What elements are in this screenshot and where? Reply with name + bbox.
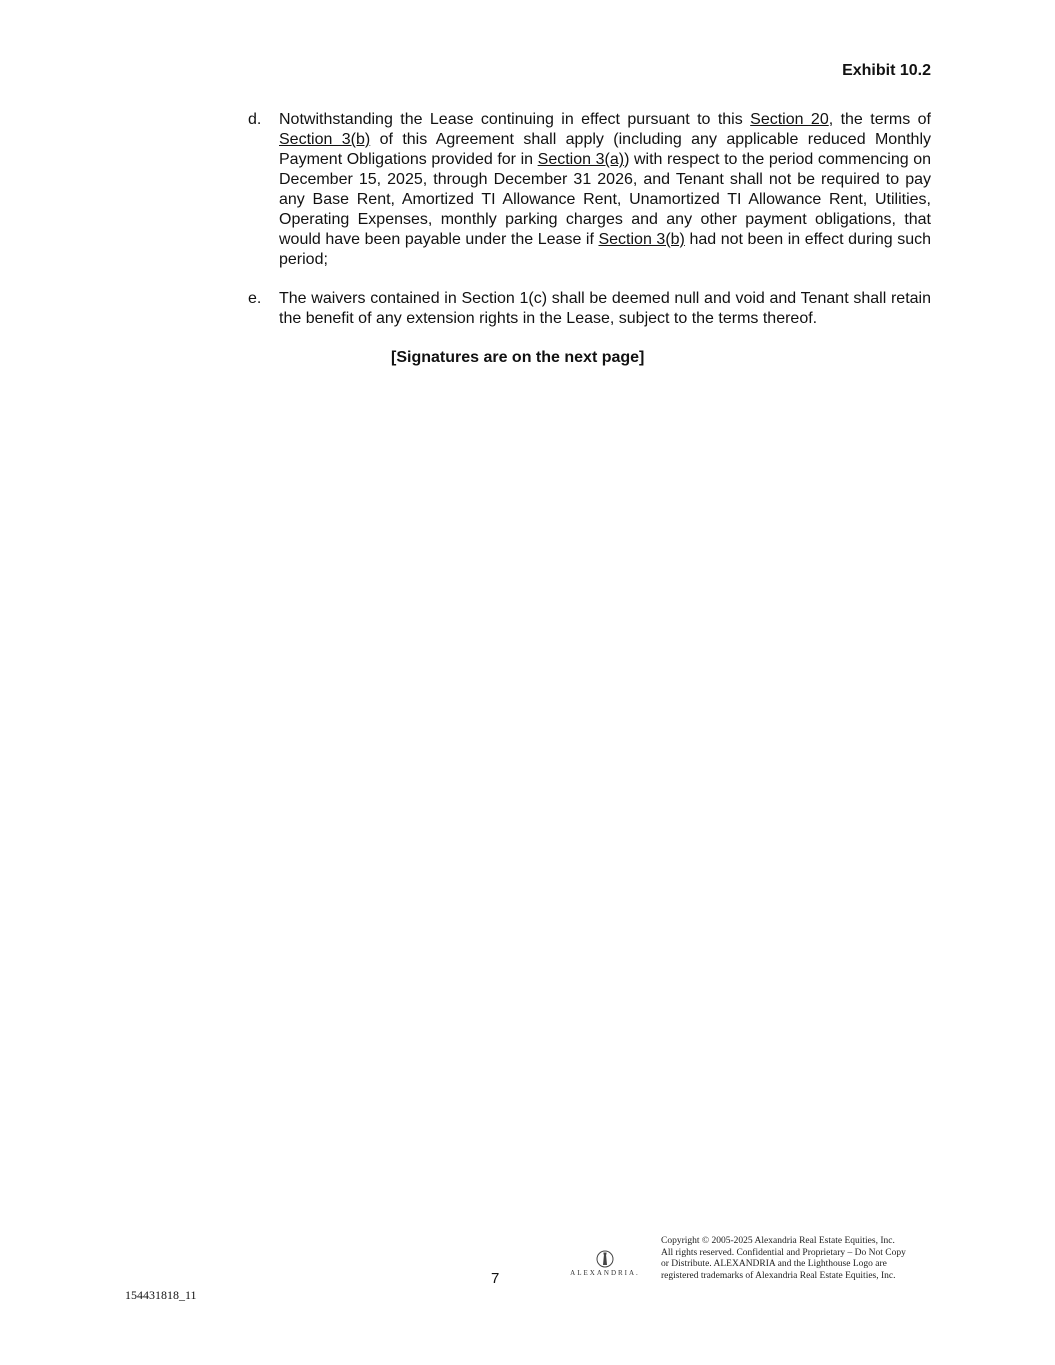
item-text: ) with respect to the period commencing on December 15, 2025, through December 31 2026, and Tenant shall not be required to pay any Base Rent, Amortized TI Allowance Rent, Unamortized TI Allowance Rent, Utilities, Operating Expenses, monthly parking charges and any other payment obligations, that would have been payable under the Lease if: [279, 151, 932, 248]
item-body: The waivers contained in Section 1(c) shall be deemed null and void and Tenant shall retain the benefit of any extension rights in the Lease, subject to the terms thereof.: [279, 290, 931, 327]
item-text: Notwithstanding the Lease continuing in effect pursuant to this: [279, 111, 751, 128]
logo-text: ALEXANDRIA.: [570, 1269, 640, 1277]
copyright-line: All rights reserved. Confidential and Proprietary – Do Not Copy: [661, 1247, 906, 1258]
alexandria-logo: [566, 1250, 644, 1277]
list-item-d: [248, 110, 931, 270]
page-number: 7: [491, 1270, 500, 1287]
exhibit-label: Exhibit 10.2: [842, 62, 931, 79]
copyright-notice: [661, 1236, 936, 1282]
signature-note: [Signatures are on the next page]: [391, 349, 645, 366]
item-body: [279, 110, 931, 270]
item-text: had not been in effect during such period;: [279, 231, 932, 268]
copyright-line: registered trademarks of Alexandria Real Estate Equities, Inc.: [661, 1270, 896, 1281]
section-reference: Section 3(a): [537, 151, 625, 168]
list-item-e: [248, 289, 931, 329]
section-reference: Section 20: [750, 111, 829, 128]
item-marker: e.: [248, 290, 262, 307]
section-reference: Section 3(b): [279, 131, 371, 148]
section-reference: Section 3(b): [598, 231, 685, 248]
item-text: , the terms of: [828, 111, 932, 128]
item-marker: d.: [248, 111, 262, 128]
copyright-line: or Distribute. ALEXANDRIA and the Lighthouse Logo are: [661, 1259, 887, 1269]
copyright-line: Copyright © 2005-2025 Alexandria Real Estate Equities, Inc.: [661, 1236, 895, 1246]
lighthouse-logo-icon: [595, 1250, 615, 1268]
document-id: 154431818_11: [125, 1288, 197, 1302]
item-text: of this Agreement shall apply (including any applicable reduced Monthly Payment Obligations provided for in: [279, 131, 931, 168]
